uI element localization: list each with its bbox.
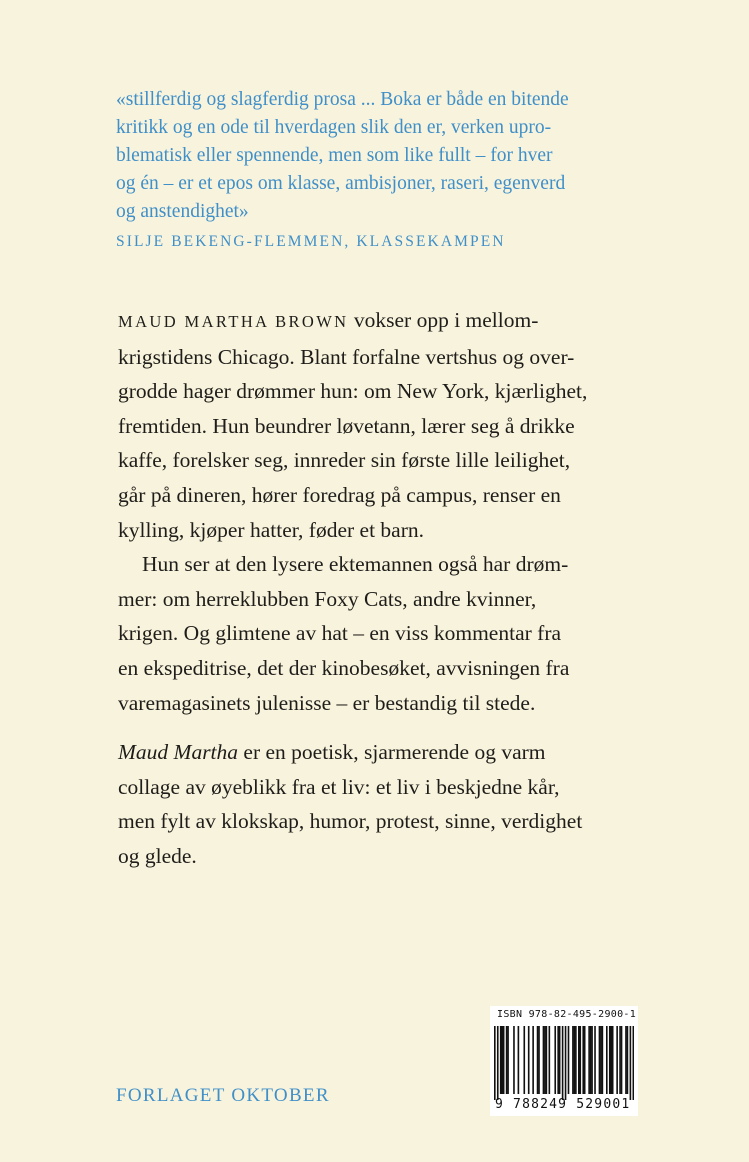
blurb-line: [118, 735, 648, 770]
barcode-bar: [528, 1026, 530, 1094]
quote-line: blematisk eller spennende, men som like fullt – for hver: [116, 145, 553, 166]
barcode-bar: [575, 1026, 577, 1094]
barcode-bar: [630, 1026, 632, 1100]
blurb-line: kylling, kjøper hatter, føder et barn.: [118, 517, 425, 542]
book-title-italic: Maud Martha: [118, 740, 239, 765]
barcode-bar: [537, 1026, 539, 1094]
barcode-bar: [609, 1026, 611, 1094]
barcode-bar: [612, 1026, 614, 1094]
barcode-bar: [584, 1026, 586, 1094]
barcode-bar: [549, 1026, 551, 1094]
barcode-bar: [582, 1026, 584, 1094]
barcode-bar: [574, 1026, 576, 1094]
barcode-bar: [568, 1026, 570, 1094]
blurb-line: varemagasinets julenisse – er bestandig til stede.: [118, 690, 536, 715]
barcode-bar: [594, 1026, 596, 1094]
barcode-bar: [543, 1026, 545, 1094]
barcode-bars: [494, 1026, 634, 1100]
character-name-caps: MAUD MARTHA BROWN: [118, 312, 349, 331]
isbn-barcode: [490, 1006, 638, 1116]
blurb-text: [118, 303, 648, 874]
barcode-bar: [513, 1026, 515, 1094]
barcode-bar: [523, 1026, 525, 1094]
barcode-bar: [562, 1026, 564, 1100]
review-quote: [116, 86, 636, 256]
barcode-bar: [590, 1026, 592, 1094]
barcode-bar: [606, 1026, 608, 1094]
quote-line: «stillferdig og slagferdig prosa ... Boka er både en bitende: [116, 89, 569, 110]
barcode-bar: [546, 1026, 548, 1094]
blurb-line: kaffe, forelsker seg, innreder sin første lille leilighet,: [118, 448, 571, 473]
barcode-bar: [579, 1026, 581, 1094]
blurb-line: mer: om herreklubben Foxy Cats, andre kvinner,: [118, 586, 537, 611]
barcode-bar: [494, 1026, 496, 1100]
blurb-paragraph-1: [118, 303, 648, 547]
barcode-bar: [602, 1026, 604, 1094]
blurb-line: og glede.: [118, 843, 197, 868]
barcode-bar: [600, 1026, 602, 1094]
barcode-bar: [559, 1026, 561, 1094]
blurb-line: Hun ser at den lysere ektemannen også har drøm-: [142, 552, 569, 577]
isbn-label: ISBN 978-82-495-2900-1: [497, 1009, 637, 1020]
barcode-bar: [588, 1026, 590, 1094]
barcode-bar: [565, 1026, 567, 1100]
blurb-line: men fylt av klokskap, humor, protest, sinne, verdighet: [118, 809, 583, 834]
publisher-name: FORLAGET OKTOBER: [116, 1085, 330, 1106]
barcode-bar: [591, 1026, 593, 1094]
barcode-bar: [619, 1026, 621, 1094]
blurb-line: krigstidens Chicago. Blant forfalne vertshus og over-: [118, 344, 575, 369]
barcode-bar: [610, 1026, 612, 1094]
blurb-paragraph-3: [118, 735, 648, 873]
barcode-bar: [532, 1026, 534, 1094]
blurb-line: grodde hager drømmer hun: om New York, kjærlighet,: [118, 379, 588, 404]
barcode-bar: [554, 1026, 556, 1094]
barcode-bar: [501, 1026, 503, 1094]
blurb-line: collage av øyeblikk fra et liv: et liv i beskjedne kår,: [118, 774, 560, 799]
blurb-line: krigen. Og glimtene av hat – en viss kommentar fra: [118, 621, 562, 646]
barcode-bar: [599, 1026, 601, 1094]
barcode-bar: [506, 1026, 508, 1094]
barcode-bar: [616, 1026, 618, 1094]
barcode-bar: [633, 1026, 634, 1100]
blurb-line: går på dineren, hører foredrag på campus, renser en: [118, 482, 561, 507]
blurb-paragraph-2: [118, 547, 648, 720]
barcode-bar: [544, 1026, 546, 1094]
barcode-bar: [621, 1026, 623, 1094]
barcode-bar: [572, 1026, 574, 1094]
quote-attribution: SILJE BEKENG-FLEMMEN, KLASSEKAMPEN: [116, 233, 506, 250]
barcode-bar: [627, 1026, 629, 1094]
quote-line: og én – er et epos om klasse, ambisjoner, raseri, egenverd: [116, 173, 566, 194]
barcode-bar: [625, 1026, 627, 1094]
quote-line: kritikk og en ode til hverdagen slik den er, verken upro-: [116, 117, 552, 138]
barcode-bar: [503, 1026, 505, 1094]
barcode-bar: [497, 1026, 499, 1100]
blurb-line: fremtiden. Hun beundrer løvetann, lærer seg å drikke: [118, 413, 575, 438]
barcode-bar: [518, 1026, 520, 1094]
blurb-line: en ekspeditrise, det der kinobesøket, avvisningen fra: [118, 655, 570, 680]
barcode-bar: [557, 1026, 559, 1094]
blurb-line: [118, 303, 648, 340]
barcode-bar: [500, 1026, 502, 1094]
barcode-bar: [507, 1026, 509, 1094]
paragraph-gap: [118, 720, 648, 735]
blurb-line-rest: vokser opp i mellom-: [348, 308, 539, 332]
barcode-bar: [538, 1026, 540, 1094]
barcode-bar: [578, 1026, 580, 1094]
blurb-line-rest: er en poetisk, sjarmerende og varm: [238, 740, 546, 765]
quote-line: og anstendighet»: [116, 201, 249, 222]
quote-text: [116, 86, 636, 226]
ean-digits: 9 788249 529001: [495, 1097, 631, 1112]
